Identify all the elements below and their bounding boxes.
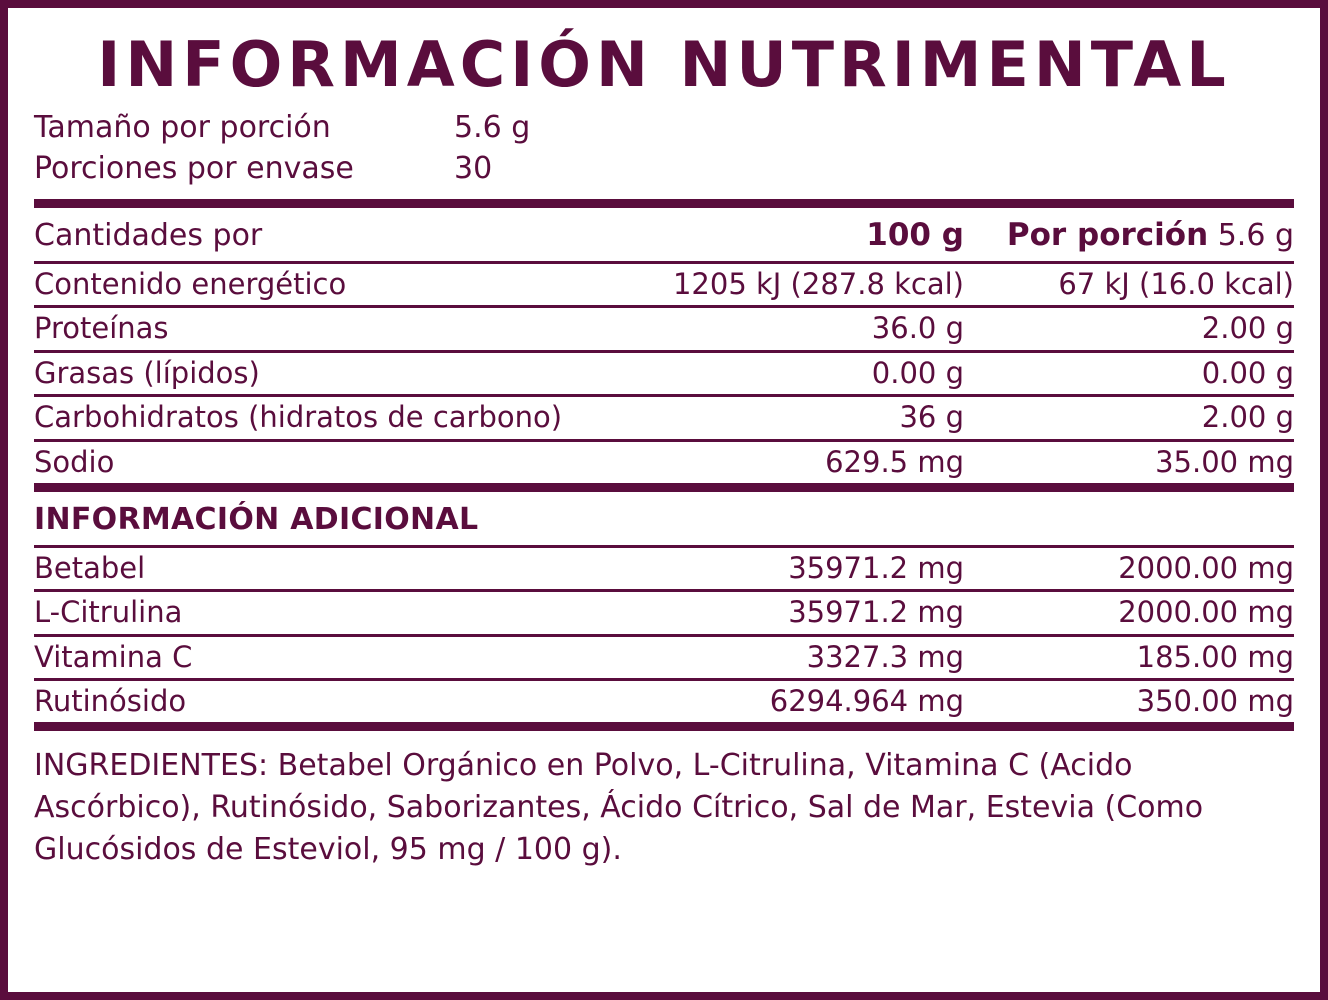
additional-per-serving: 185.00 mg: [1136, 639, 1294, 674]
servings-per-container-row: [34, 149, 1294, 190]
additional-name: L-Citrulina: [34, 595, 183, 630]
additional-per-100g: 3327.3 mg: [806, 639, 964, 674]
nutrient-name: Proteínas: [34, 311, 169, 346]
column-header-per-100g: 100 g: [866, 217, 964, 253]
nutrient-per-serving: 35.00 mg: [1155, 444, 1294, 479]
serving-size-value: 5.6 g: [454, 110, 531, 145]
nutrient-per-serving: 2.00 g: [1201, 311, 1294, 346]
columns-header: [34, 208, 1294, 261]
additional-name: Betabel: [34, 550, 146, 585]
nutrient-per-100g: 36.0 g: [871, 311, 964, 346]
table-row: [34, 264, 1294, 305]
additional-per-100g: 6294.964 mg: [769, 684, 964, 718]
nutrient-per-serving: 0.00 g: [1201, 355, 1294, 390]
table-row: [34, 637, 1294, 678]
table-row: [34, 397, 1294, 438]
additional-per-serving: 2000.00 mg: [1118, 595, 1294, 630]
column-header-name: Cantidades por: [34, 218, 263, 253]
nutrient-per-100g: 629.5 mg: [825, 444, 964, 479]
nutrient-name: Contenido energético: [34, 267, 347, 301]
additional-name: Rutinósido: [34, 684, 187, 718]
nutrient-name: Carbohidratos (hidratos de carbono): [34, 400, 563, 435]
page-title: INFORMACIÓN NUTRIMENTAL: [97, 28, 1231, 101]
nutrient-per-100g: 36 g: [899, 400, 964, 435]
divider-thick-top: [34, 199, 1294, 208]
additional-per-serving: 2000.00 mg: [1118, 550, 1294, 585]
additional-per-serving: 350.00 mg: [1136, 684, 1294, 718]
nutrient-per-serving: 2.00 g: [1201, 400, 1294, 435]
servings-per-container-label: Porciones por envase: [34, 150, 354, 186]
divider-thick-middle: [34, 483, 1294, 492]
additional-info-heading: INFORMACIÓN ADICIONAL: [34, 501, 479, 537]
serving-size-label: Tamaño por porción: [34, 110, 331, 145]
additional-per-100g: 35971.2 mg: [788, 550, 964, 585]
column-header-per-serving-bold: Por porción: [1006, 217, 1209, 253]
additional-per-100g: 35971.2 mg: [788, 595, 964, 630]
nutrient-name: Grasas (lípidos): [34, 355, 260, 390]
column-header-per-serving-amount: 5.6 g: [1217, 218, 1294, 253]
serving-info-block: [34, 108, 1294, 199]
nutrient-per-100g: 1205 kJ (287.8 kcal): [672, 267, 964, 301]
table-row: [34, 592, 1294, 633]
additional-name: Vitamina C: [34, 639, 193, 674]
table-row: [34, 442, 1294, 483]
ingredients-text: INGREDIENTES: Betabel Orgánico en Polvo, L-Citrulina, Vitamina C (Acido Ascórbico), Rutinósido, Saborizantes, Ácido Cítrico, Sal de Mar, Estevia (Como Glucósidos de Esteviol, 95 mg / 100 g).: [34, 748, 1204, 868]
divider-thick-bottom: [34, 722, 1294, 731]
column-header-per-serving: [964, 217, 1294, 253]
nutrient-per-100g: 0.00 g: [871, 355, 964, 390]
serving-size-row: [34, 108, 1294, 149]
label-inner: [8, 8, 1320, 992]
table-row: [34, 548, 1294, 589]
table-row: [34, 353, 1294, 394]
table-row: [34, 308, 1294, 349]
nutrient-name: Sodio: [34, 444, 115, 479]
servings-per-container-value: 30: [454, 150, 493, 186]
nutrient-per-serving: 67 kJ (16.0 kcal): [1058, 267, 1294, 301]
table-row: [34, 681, 1294, 722]
